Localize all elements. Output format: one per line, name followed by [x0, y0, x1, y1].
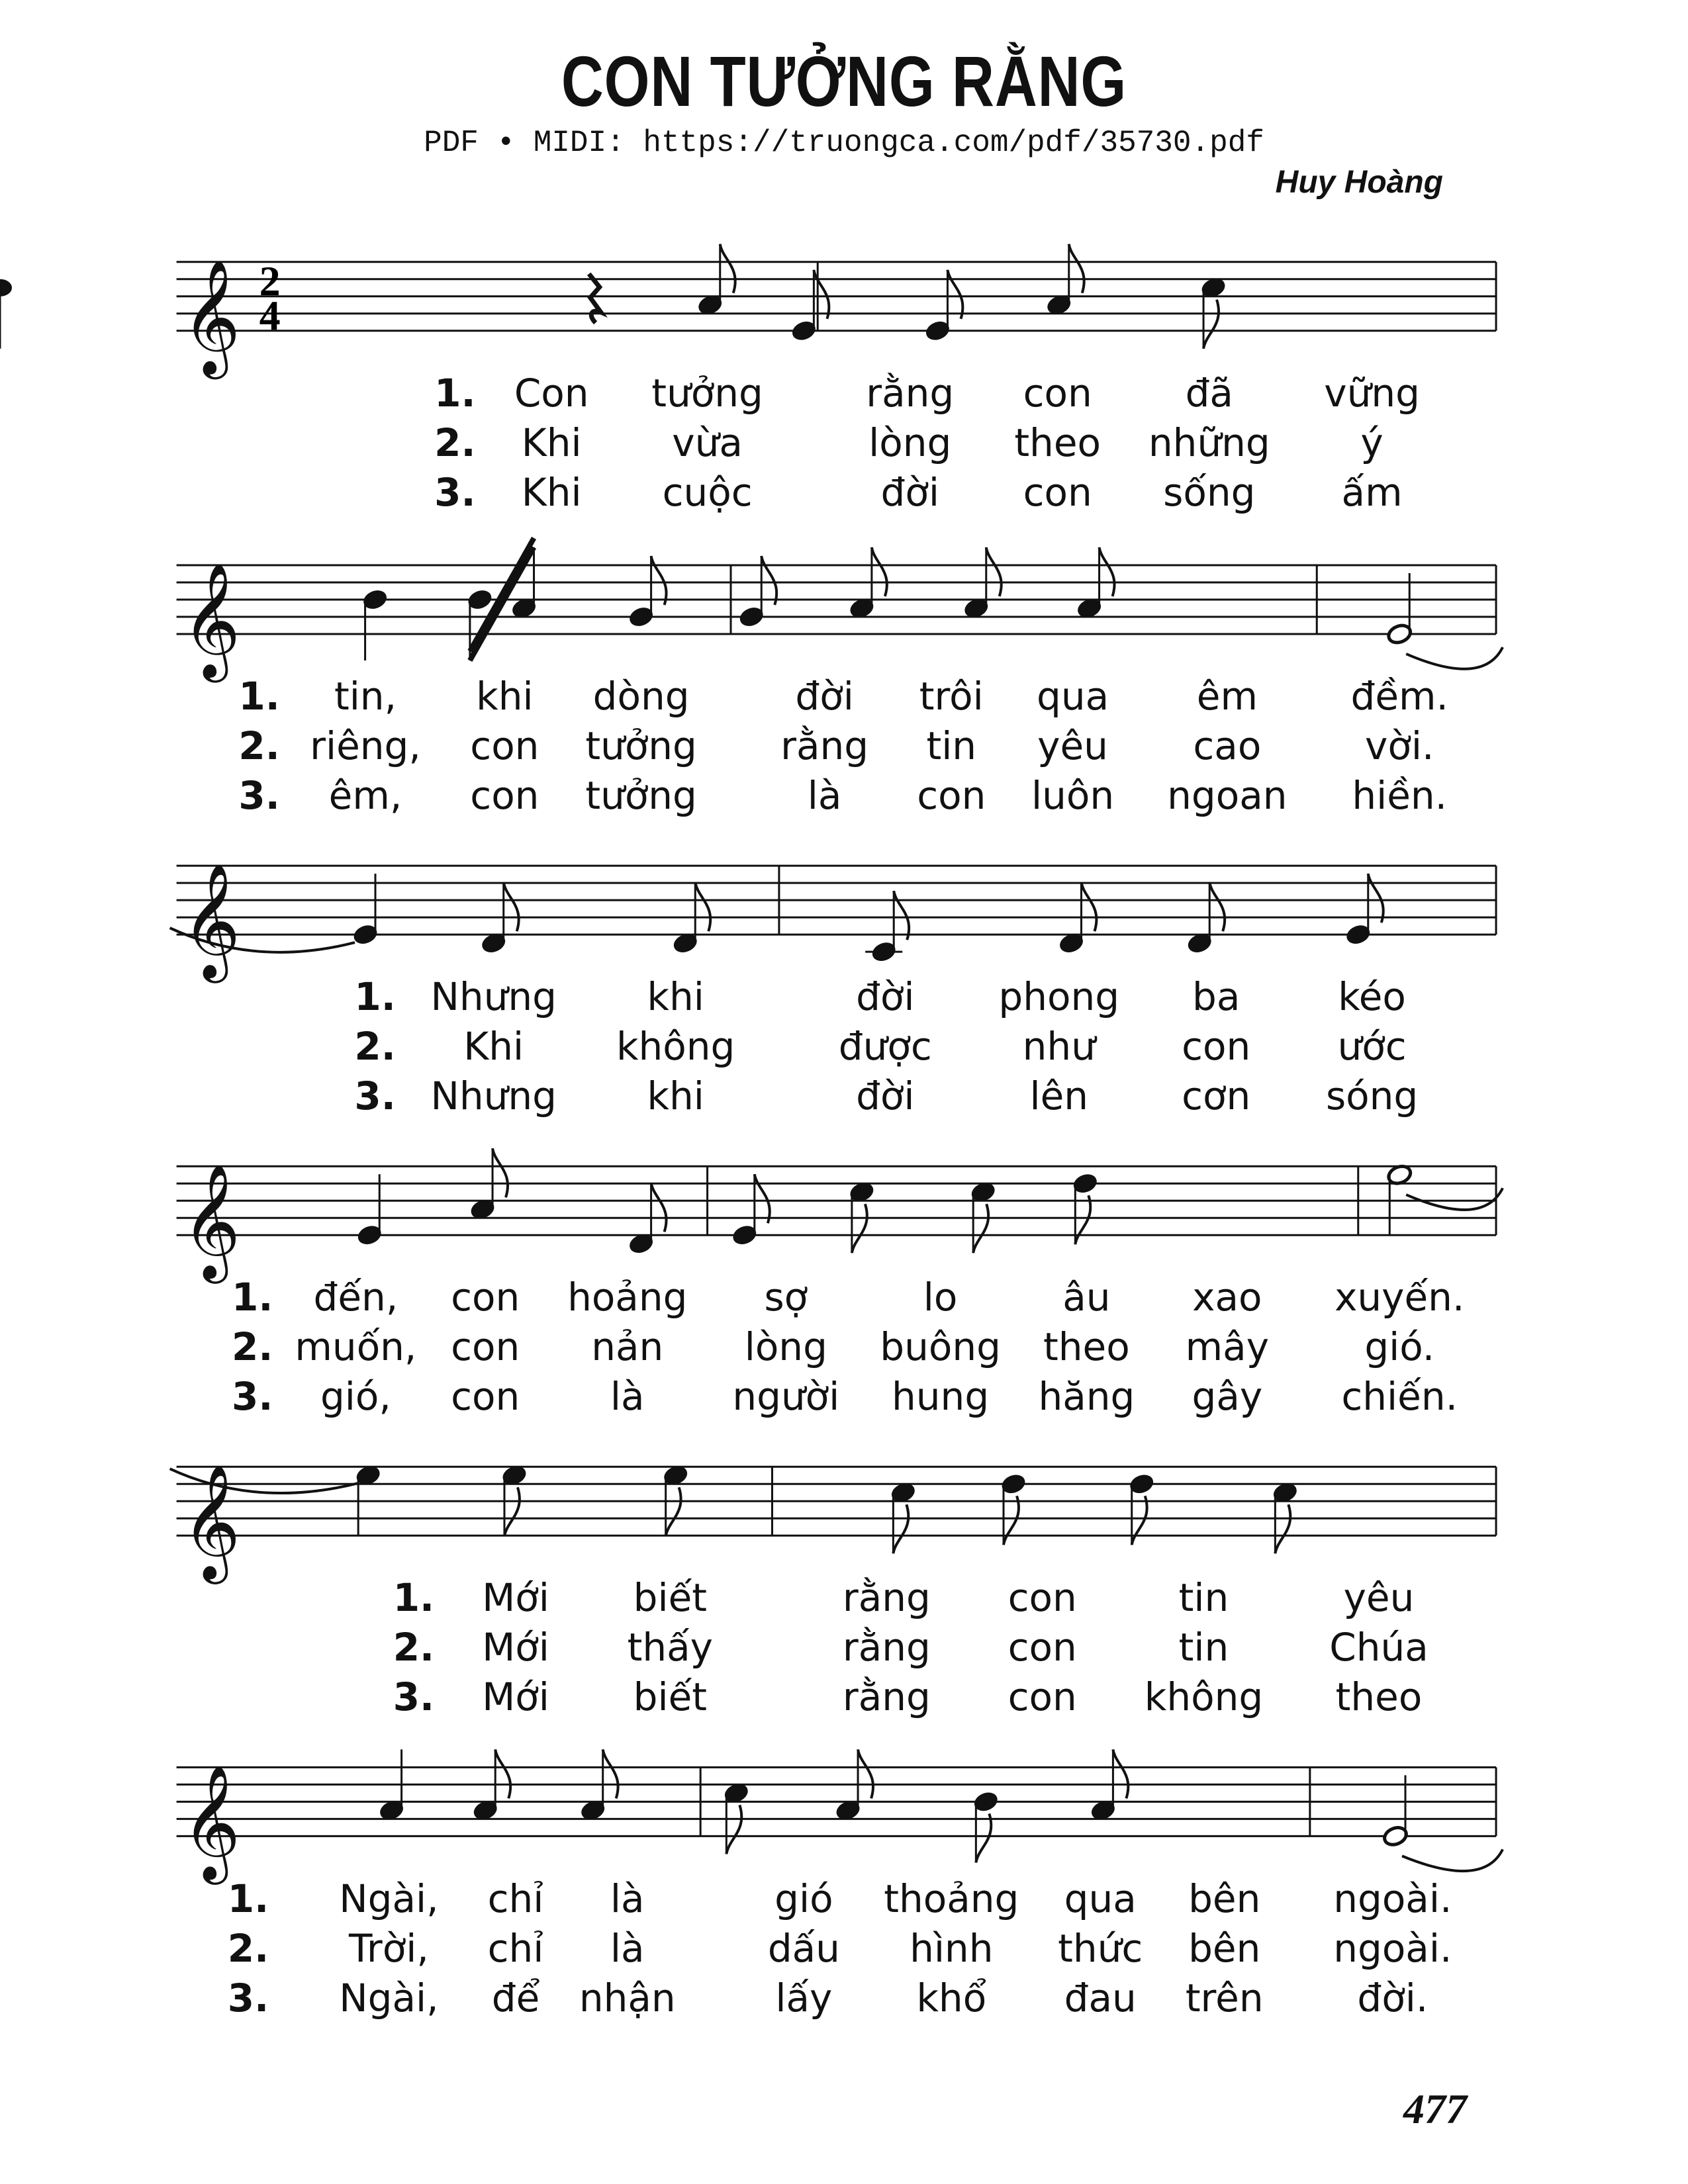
eighth-flag — [1113, 1749, 1128, 1798]
verse-number: 1. — [227, 1876, 269, 1921]
lyric-syllable: yêu — [1343, 1575, 1415, 1621]
eighth-flag — [1081, 882, 1096, 931]
eighth-flag — [1203, 300, 1219, 349]
lyric-syllable: Con — [514, 370, 589, 416]
eighth-flag — [504, 882, 519, 931]
lyric-syllable: Ngài, — [339, 1876, 439, 1921]
lyric-syllable: mây — [1185, 1324, 1270, 1370]
lyric-syllable: sóng — [1325, 1073, 1419, 1119]
lyric-syllable: ngoan — [1167, 773, 1288, 819]
lyric-syllable: con — [1008, 1674, 1077, 1720]
source-link[interactable]: PDF • MIDI: https://truongca.com/pdf/35730.pdf — [424, 126, 1264, 160]
lyric-syllable: con — [451, 1275, 520, 1320]
eighth-flag — [1075, 1195, 1090, 1244]
lyric-syllable: khi — [647, 1073, 704, 1119]
verse-number: 1. — [393, 1575, 435, 1621]
verse-number: 2. — [434, 420, 476, 465]
tie-arc — [1406, 647, 1503, 669]
verse-number: 3. — [227, 1975, 269, 2021]
lyric-syllable: tưởng — [585, 773, 697, 819]
lyric-syllable: buông — [880, 1324, 1001, 1370]
lyric-syllable: ấm — [1341, 469, 1403, 515]
lyric-syllable: cơn — [1182, 1073, 1251, 1119]
tie-arc — [1402, 1849, 1503, 1871]
eighth-flag — [894, 891, 909, 940]
lyric-syllable: vời. — [1365, 723, 1434, 769]
eighth-flag — [651, 556, 667, 605]
lyric-syllable: ngoài. — [1333, 1876, 1452, 1921]
lyric-syllable: Khi — [463, 1024, 524, 1069]
verse-number: 1. — [354, 974, 396, 1020]
time-signature-top: 2 — [259, 257, 281, 304]
lyric-syllable: êm, — [328, 773, 402, 819]
eighth-flag — [504, 1487, 520, 1536]
lyric-syllable: đời — [880, 469, 939, 515]
lyric-syllable: chỉ — [487, 1925, 544, 1971]
lyric-syllable: gây — [1192, 1374, 1263, 1420]
lyric-syllable: những — [1148, 420, 1270, 465]
lyric-syllable: cuộc — [662, 469, 753, 515]
lyric-syllable: tin — [1178, 1575, 1229, 1621]
verse-number: 2. — [393, 1625, 435, 1670]
lyric-syllable: đã — [1185, 370, 1233, 416]
verse-number: 2. — [354, 1024, 396, 1069]
verse-number: 1. — [231, 1275, 273, 1320]
lyric-syllable: khổ — [916, 1975, 987, 2021]
lyric-syllable: tưởng — [651, 370, 763, 416]
eighth-flag — [893, 1504, 908, 1553]
eighth-flag — [1004, 1496, 1019, 1545]
lyric-syllable: người — [732, 1374, 840, 1420]
lyric-syllable: đến, — [313, 1275, 399, 1320]
lyric-syllable: xuyến. — [1335, 1275, 1465, 1320]
lyric-syllable: con — [451, 1324, 520, 1370]
lyric-syllable: lòng — [868, 420, 952, 465]
lyric-syllable: đời — [795, 674, 854, 719]
lyric-syllable: ba — [1192, 974, 1241, 1020]
lyric-syllable: là — [610, 1925, 645, 1971]
treble-clef-icon: 𝄞 — [181, 1464, 241, 1580]
lyric-syllable: như — [1022, 1024, 1096, 1069]
tie-arc — [1406, 1188, 1503, 1210]
lyric-syllable: xao — [1192, 1275, 1262, 1320]
verse-number: 2. — [231, 1324, 273, 1370]
time-signature-bottom: 4 — [259, 291, 281, 339]
lyric-syllable: khi — [647, 974, 704, 1020]
lyric-syllable: khi — [476, 674, 534, 719]
eighth-flag — [872, 547, 887, 596]
lyric-syllable: biết — [633, 1674, 708, 1720]
verse-number: 3. — [238, 773, 280, 819]
eighth-flag — [720, 244, 735, 293]
lyric-syllable: thức — [1058, 1925, 1143, 1971]
lyric-syllable: trên — [1185, 1975, 1264, 2021]
eighth-flag — [852, 1204, 867, 1253]
lyric-syllable: cao — [1193, 723, 1262, 769]
lyric-syllable: theo — [1014, 420, 1101, 465]
lyric-syllable: lòng — [744, 1324, 827, 1370]
verse-number: 3. — [393, 1674, 435, 1720]
lyric-syllable: đời — [856, 1073, 915, 1119]
lyric-syllable: để — [491, 1975, 540, 2021]
lyric-syllable: Khi — [521, 469, 582, 515]
lyric-syllable: con — [470, 723, 539, 769]
lyric-syllable: dòng — [592, 674, 690, 719]
lyric-syllable: sống — [1163, 469, 1256, 515]
lyric-syllable: rằng — [842, 1674, 931, 1720]
lyric-syllable: kéo — [1338, 974, 1406, 1020]
treble-clef-icon: 𝄞 — [181, 563, 241, 678]
lyric-syllable: con — [1008, 1625, 1077, 1670]
lyric-syllable: con — [451, 1374, 520, 1420]
lyric-syllable: Ngài, — [339, 1975, 439, 2021]
eighth-flag — [986, 547, 1002, 596]
lyric-syllable: tin, — [334, 674, 397, 719]
lyric-syllable: theo — [1043, 1324, 1130, 1370]
lyric-syllable: qua — [1037, 674, 1109, 719]
lyric-syllable: là — [610, 1876, 645, 1921]
verse-number: 3. — [354, 1073, 396, 1119]
lyric-syllable: vững — [1324, 370, 1420, 416]
lyric-syllable: Nhưng — [430, 1073, 557, 1119]
lyric-syllable: chỉ — [487, 1876, 544, 1921]
treble-clef-icon: 𝄞 — [181, 259, 241, 375]
eighth-flag — [495, 1749, 510, 1798]
eighth-flag — [695, 882, 710, 931]
lyric-syllable: muốn, — [295, 1324, 417, 1370]
song-title: CON TƯỞNG RẰNG — [561, 41, 1127, 121]
lyric-syllable: không — [1144, 1674, 1264, 1720]
lyric-syllable: lấy — [775, 1975, 833, 2021]
treble-clef-icon: 𝄞 — [181, 863, 241, 979]
lyric-syllable: ngoài. — [1333, 1925, 1452, 1971]
lyric-syllable: Chúa — [1329, 1625, 1429, 1670]
lyric-syllable: lên — [1029, 1073, 1089, 1119]
lyric-syllable: theo — [1335, 1674, 1423, 1720]
lyric-syllable: yêu — [1037, 723, 1108, 769]
lyric-syllable: âu — [1062, 1275, 1111, 1320]
lyric-syllable: rằng — [842, 1625, 931, 1670]
lyric-syllable: biết — [633, 1575, 708, 1621]
eighth-flag — [1209, 882, 1225, 931]
lyric-syllable: Khi — [521, 420, 582, 465]
lyric-syllable: tin — [926, 723, 977, 769]
lyric-syllable: rằng — [842, 1575, 931, 1621]
lyric-syllable: riêng, — [310, 723, 421, 769]
lyric-syllable: rằng — [780, 723, 869, 769]
lyric-syllable: dấu — [767, 1925, 840, 1971]
treble-clef-icon: 𝄞 — [181, 1163, 241, 1279]
lyric-syllable: lo — [923, 1275, 958, 1320]
lyric-syllable: nhận — [579, 1975, 676, 2021]
quarter-rest-icon — [589, 274, 601, 323]
lyric-syllable: là — [807, 773, 842, 819]
verse-number: 2. — [238, 723, 280, 769]
lyric-syllable: trôi — [919, 674, 984, 719]
eighth-flag — [603, 1749, 618, 1798]
composer-name: Huy Hoàng — [1275, 165, 1443, 200]
lyric-syllable: chiến. — [1341, 1374, 1458, 1420]
verse-number: 2. — [227, 1925, 269, 1971]
eighth-flag — [761, 556, 776, 605]
eighth-flag — [1069, 244, 1084, 293]
lyric-syllable: êm — [1196, 674, 1258, 719]
lyric-syllable: tưởng — [585, 723, 697, 769]
eighth-flag — [492, 1148, 508, 1197]
lyric-syllable: thấy — [627, 1625, 714, 1670]
eighth-flag — [651, 1183, 667, 1232]
lyric-syllable: đềm. — [1350, 674, 1448, 719]
lyric-syllable: Mới — [482, 1674, 549, 1720]
eighth-flag — [1132, 1496, 1147, 1545]
note-head — [0, 280, 11, 296]
eighth-flag — [947, 270, 962, 319]
lyric-syllable: đau — [1064, 1975, 1137, 2021]
eighth-flag — [1368, 874, 1383, 923]
lyric-syllable: gió — [774, 1876, 833, 1921]
lyric-syllable: hiền. — [1352, 773, 1448, 819]
lyric-syllable: sợ — [764, 1275, 808, 1320]
eighth-flag — [726, 1805, 741, 1854]
lyric-syllable: qua — [1064, 1876, 1137, 1921]
lyric-syllable: hoảng — [567, 1275, 688, 1320]
page-number: 477 — [1403, 2085, 1467, 2132]
lyric-syllable: bên — [1188, 1876, 1261, 1921]
eighth-flag — [973, 1204, 988, 1253]
lyric-syllable: được — [838, 1024, 932, 1069]
verse-number: 3. — [231, 1374, 273, 1420]
lyric-syllable: thoảng — [884, 1876, 1019, 1921]
lyric-syllable: nản — [591, 1324, 664, 1370]
lyric-syllable: con — [917, 773, 986, 819]
lyric-syllable: con — [1008, 1575, 1077, 1621]
lyric-syllable: hung — [892, 1374, 990, 1420]
lyric-syllable: là — [610, 1374, 645, 1420]
lyric-syllable: phong — [998, 974, 1120, 1020]
lyric-syllable: Mới — [482, 1625, 549, 1670]
lyric-syllable: vừa — [672, 420, 743, 465]
lyric-syllable: gió, — [320, 1374, 391, 1420]
lyric-syllable: ước — [1337, 1024, 1407, 1069]
lyric-syllable: ý — [1360, 420, 1383, 465]
verse-number: 1. — [434, 370, 476, 416]
lyric-syllable: Mới — [482, 1575, 549, 1621]
eighth-flag — [858, 1749, 873, 1798]
verse-number: 3. — [434, 469, 476, 515]
lyric-syllable: Nhưng — [430, 974, 557, 1020]
verse-number: 1. — [238, 674, 280, 719]
eighth-flag — [976, 1813, 991, 1862]
lyric-syllable: không — [616, 1024, 735, 1069]
lyric-syllable: con — [1023, 370, 1092, 416]
eighth-flag — [814, 270, 829, 319]
lyric-syllable: đời — [856, 974, 915, 1020]
lyric-syllable: đời. — [1357, 1975, 1429, 2021]
lyric-syllable: bên — [1188, 1925, 1261, 1971]
lyric-syllable: con — [1182, 1024, 1251, 1069]
eighth-flag — [1100, 547, 1115, 596]
eighth-flag — [666, 1487, 681, 1536]
lyric-syllable: tin — [1178, 1625, 1229, 1670]
lyric-syllable: rằng — [866, 370, 955, 416]
eighth-flag — [755, 1174, 770, 1223]
lyric-syllable: gió. — [1364, 1324, 1435, 1370]
lyric-syllable: luôn — [1031, 773, 1115, 819]
lyric-syllable: con — [470, 773, 539, 819]
treble-clef-icon: 𝄞 — [181, 1764, 241, 1880]
lyric-syllable: hình — [910, 1925, 994, 1971]
lyric-syllable: Trời, — [348, 1925, 429, 1971]
lyric-syllable: con — [1023, 469, 1092, 515]
eighth-flag — [1275, 1504, 1290, 1553]
lyric-syllable: hăng — [1038, 1374, 1135, 1420]
